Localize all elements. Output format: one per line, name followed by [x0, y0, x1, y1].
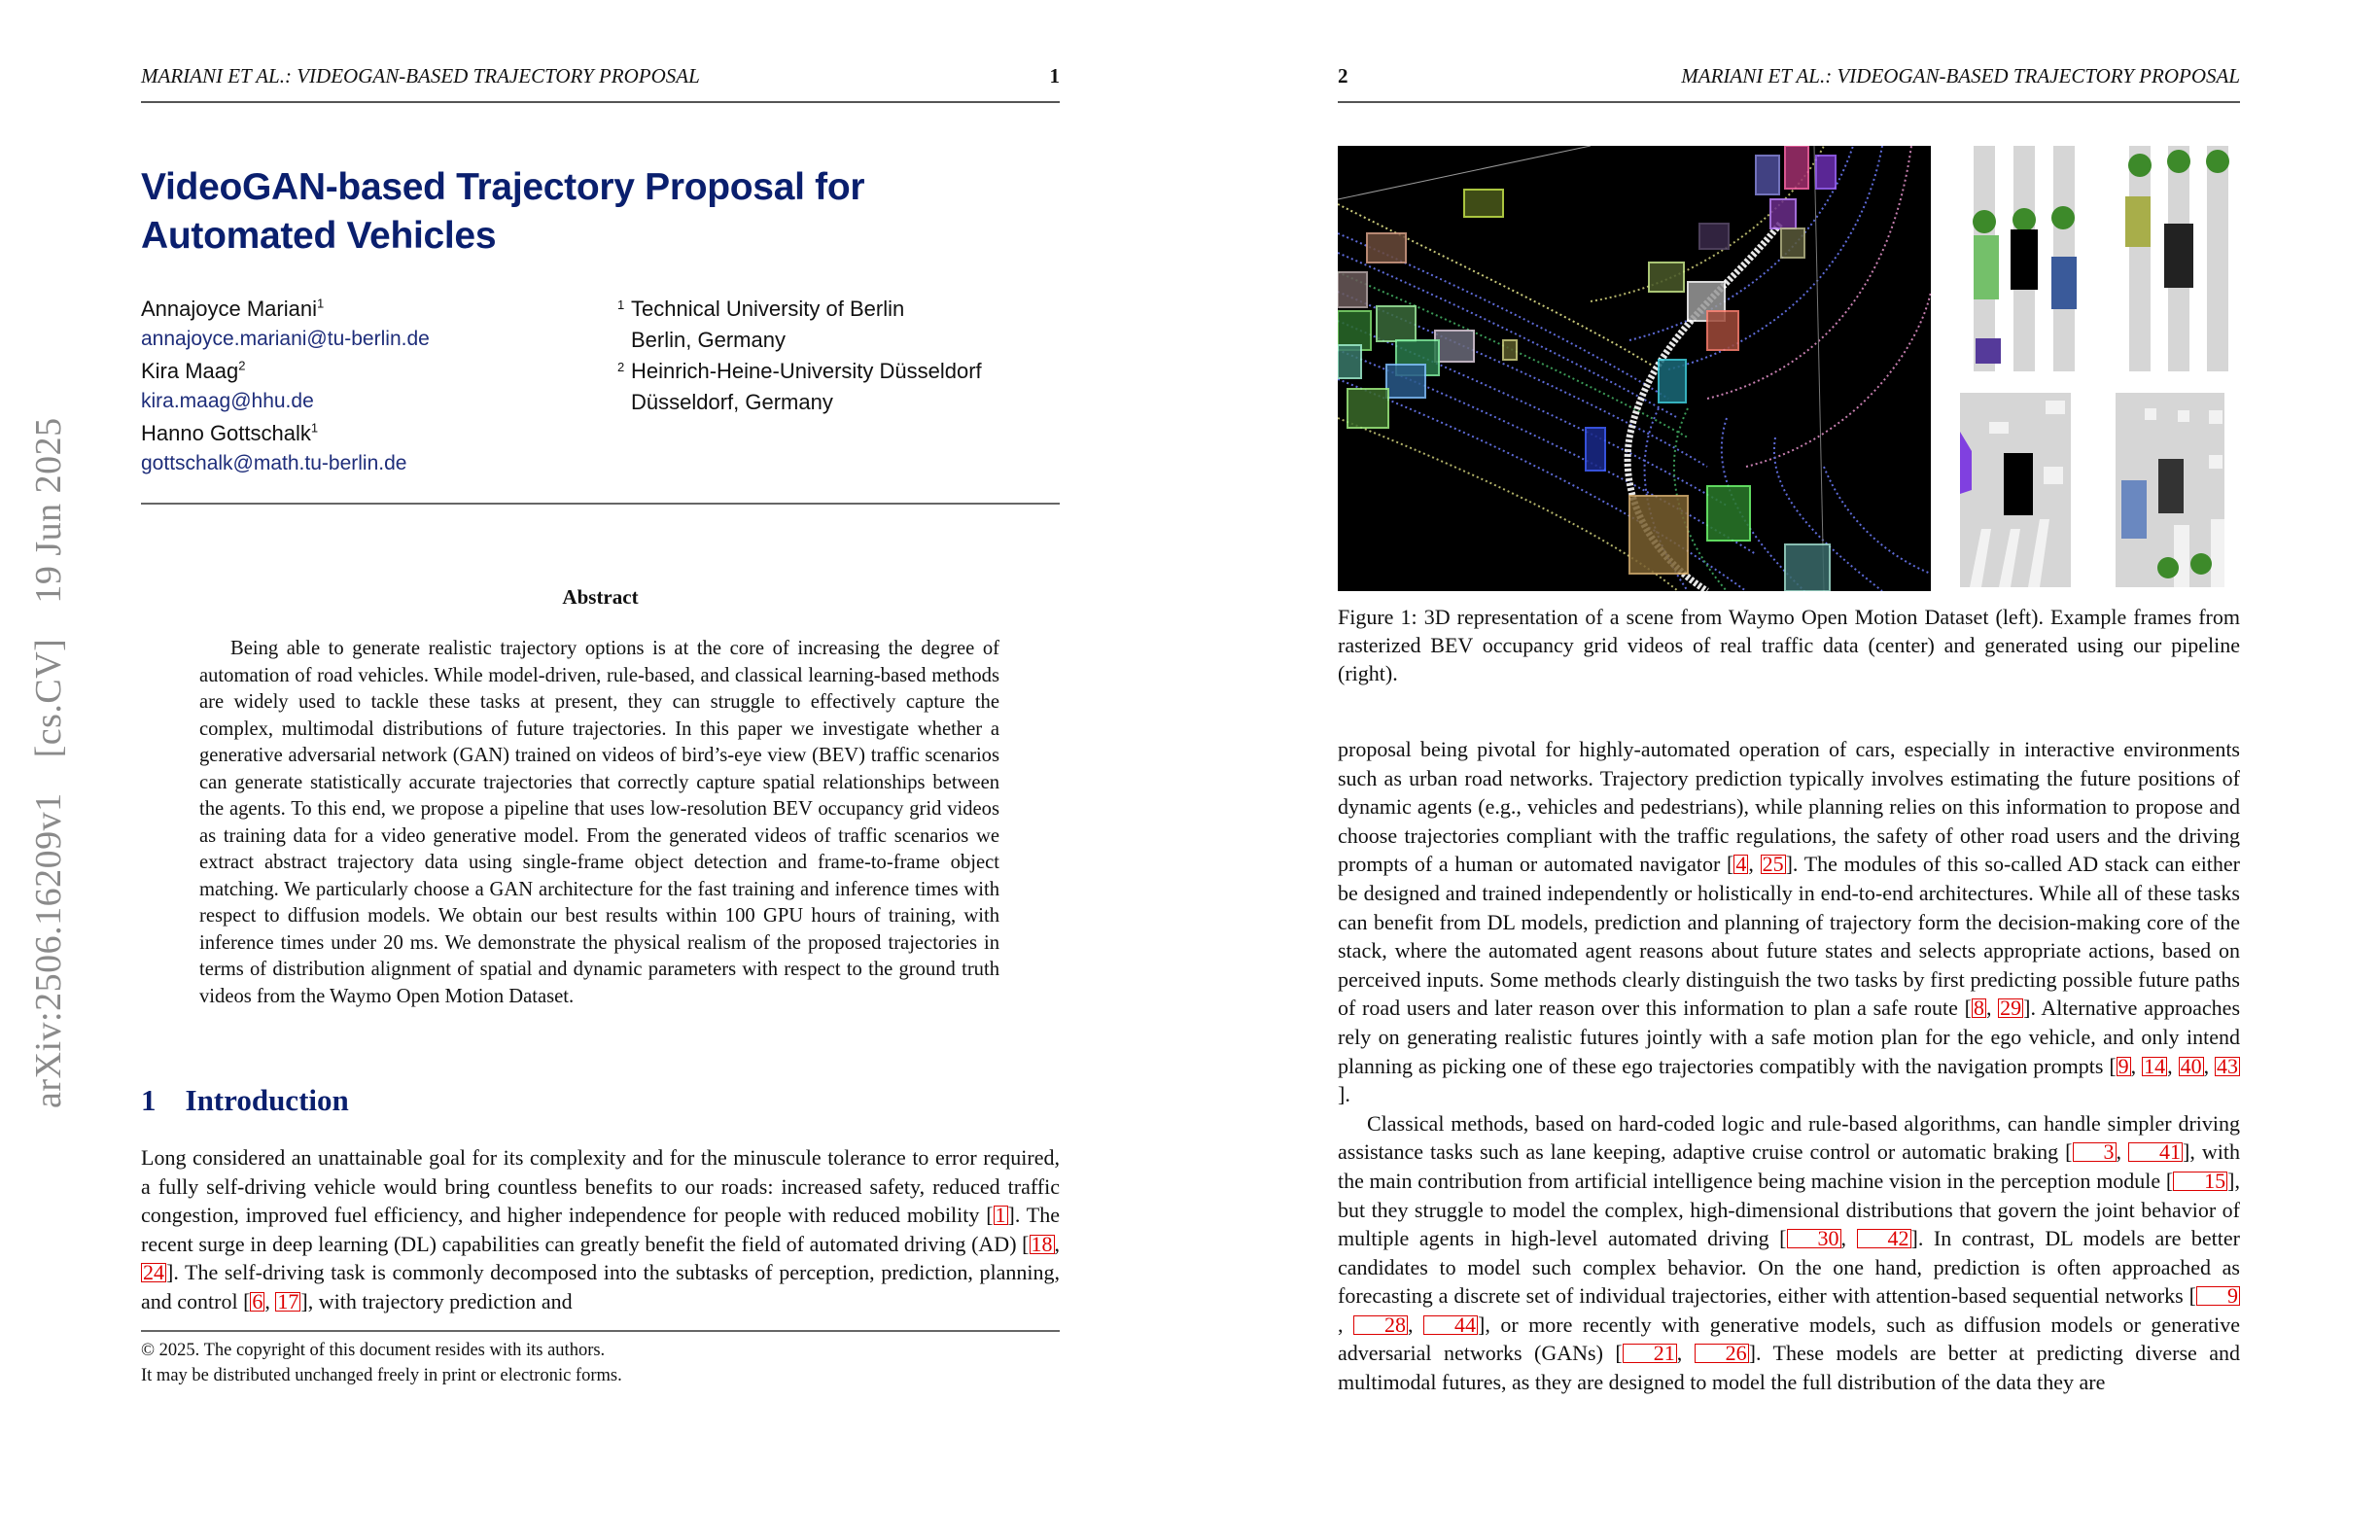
- divider: [141, 503, 1060, 505]
- citation-link[interactable]: 8: [1973, 996, 1984, 1021]
- author-email-link[interactable]: annajoyce.mariani@tu-berlin.de: [141, 328, 430, 350]
- author-name: Annajoyce Mariani$^1$: [141, 296, 325, 321]
- citation-link[interactable]: 15: [2173, 1172, 2227, 1191]
- page-number: 2: [1338, 64, 1348, 88]
- running-head-title: MARIANI ET AL.: VIDEOGAN-BASED TRAJECTORY PROPOSAL: [141, 64, 700, 88]
- figure-3d-scene-image: [1338, 146, 1931, 591]
- citation-link[interactable]: 43: [2217, 1053, 2239, 1078]
- citation-link[interactable]: 30: [1787, 1229, 1841, 1248]
- author-email-link[interactable]: gottschalk@math.tu-berlin.de: [141, 452, 407, 474]
- paragraph: Classical methods, based on hard-coded logic and rule-based algorithms, can handle simpler driving assistance tasks such as lane keeping, adaptive cruise control or automatic braking [ 3, 41], with the main contribution from artificial intelligence being machine vision in the perception module [ 15], but they struggle to model the complex, high-dimensional distributions that govern the joint behavior of multiple agents in high-level automated driving [ 30, 42]. In contrast, DL models are better candidates to model such complex behavior. On the one hand, prediction is often approached as forecasting a discrete set of individual trajectories, either with attention-based sequential networks [ 9, 28, 44], or more recently with generative models, such as diffusion models or generative adversarial networks (GANs) [ 21, 26]. These models are better at predicting diverse and multimodal futures, as they are designed to model the full distribution of the data they are: [1338, 1110, 2241, 1395]
- figure-bev-real-frame-2: [2116, 146, 2240, 371]
- citation-link[interactable]: 44: [1423, 1315, 1478, 1335]
- title-line-1: VideoGAN-based Trajectory Proposal for: [141, 166, 865, 208]
- figure-1-caption: Figure 1: 3D representation of a scene from Waymo Open Motion Dataset (left). Example frames from rasterized BEV occupancy grid videos of real traffic data (center) and generated using our pipeline (right).: [1338, 605, 2240, 685]
- citation-link[interactable]: 25: [1762, 852, 1784, 877]
- figure-1: [1338, 146, 2240, 593]
- citation-link[interactable]: 26: [1695, 1344, 1749, 1363]
- figure-bev-generated-frame-1: [1960, 393, 2071, 587]
- paper-title: [141, 163, 1016, 261]
- author-email-link[interactable]: kira.maag@hhu.de: [141, 390, 314, 412]
- citation-link[interactable]: 4: [1735, 852, 1747, 877]
- figure-bev-real-frame-1: [1960, 146, 2086, 371]
- citation-link[interactable]: 41: [2128, 1142, 2183, 1162]
- intro-paragraph: Long considered an unattainable goal for its complexity and for the minuscule tolerance to error required, a fully self-driving vehicle would bring countless benefits to our roads: increased safety, reduced traffic congestion, improved fuel efficiency, and higher independence for people with reduced mobility [1]. The recent surge in deep learning (DL) capabilities can greatly benefit the field of automated driving (AD) [18, 24]. The self-driving task is commonly decomposed into the subtasks of perception, prediction, planning, and control [6, 17], with trajectory prediction and: [141, 1145, 1060, 1313]
- arxiv-id[interactable]: arXiv:2506.16209v1: [28, 792, 69, 1108]
- author-list: [141, 294, 608, 480]
- running-head: [1338, 64, 2240, 103]
- abstract-heading: Abstract: [562, 585, 639, 609]
- footnote-divider: [141, 1330, 1060, 1332]
- citation-link[interactable]: 17: [277, 1288, 299, 1313]
- arxiv-date: 19 Jun 2025: [28, 417, 69, 604]
- citation-link[interactable]: 9: [2118, 1053, 2129, 1078]
- citation-link[interactable]: 18: [1031, 1231, 1053, 1256]
- running-head: [141, 64, 1060, 103]
- copyright-notice: © 2025. The copyright of this document resides with its authors. It may be distributed unchanged freely in print or electronic forms.: [141, 1341, 622, 1385]
- page-number: 1: [1049, 64, 1060, 88]
- citation-link[interactable]: 14: [2144, 1053, 2166, 1078]
- title-line-2: Automated Vehicles: [141, 215, 497, 257]
- arxiv-category: [cs.CV]: [28, 638, 69, 758]
- page-2-body: [1338, 735, 2240, 1397]
- arxiv-stamp: [27, 392, 70, 1108]
- section-heading-introduction: 1 Introduction: [141, 1083, 349, 1117]
- citation-link[interactable]: 3: [2073, 1142, 2117, 1162]
- citation-link[interactable]: 42: [1857, 1229, 1911, 1248]
- figure-bev-generated-frame-2: [2116, 393, 2224, 587]
- citation-link[interactable]: 40: [2180, 1053, 2202, 1078]
- running-head-title: MARIANI ET AL.: VIDEOGAN-BASED TRAJECTORY PROPOSAL: [1681, 64, 2240, 88]
- citation-link[interactable]: 24: [143, 1260, 164, 1285]
- paragraph: proposal being pivotal for highly-automated operation of cars, especially in interactive environments such as urban road networks. Trajectory prediction typically involves estimating the future positions of dynamic agents (e.g., vehicles and pedestrians), while planning relies on this information to propose and choose trajectories compliant with the traffic regulations, the safety of other road users and the driving prompts of a human or automated navigator [4, 25]. The modules of this so-called AD stack can either be designed and trained independently or holistically in end-to-end architectures. While all of these tasks can benefit from DL models, prediction and planning of trajectory form the decision-making core of the stack, where the automated agent reasons about future states and selects appropriate actions, based on perceived inputs. Some methods clearly distinguish the two tasks by first predicting possible future paths of road users and later reason over this information to plan a safe route [8, 29]. Alternative approaches rely on generating realistic futures jointly with a safe motion plan for the ego vehicle, and only intend planning as picking one of these ego trajectories compatibly with the navigation prompts [9, 14, 40, 43].: [1338, 737, 2241, 1107]
- affiliation: 2 Heinrich-Heine-University Düsseldorf Düsseldorf, Germany: [617, 359, 982, 414]
- citation-link[interactable]: 28: [1353, 1315, 1408, 1335]
- citation-link[interactable]: 29: [2000, 996, 2022, 1021]
- citation-link[interactable]: 1: [995, 1203, 1006, 1228]
- author-name: Hanno Gottschalk$^1$: [141, 420, 319, 445]
- affiliation-list: [617, 294, 1045, 418]
- citation-link[interactable]: 21: [1623, 1344, 1677, 1363]
- affiliation: 1 Technical University of Berlin Berlin, Germany: [617, 297, 905, 352]
- citation-link[interactable]: 6: [252, 1288, 263, 1313]
- citation-link[interactable]: 9: [2196, 1286, 2240, 1306]
- author-name: Kira Maag$^2$: [141, 358, 246, 383]
- abstract-text: Being able to generate realistic trajectory options is at the core of increasing the degree of automation of road vehicles. While model-driven, rule-based, and classical learning-based methods are widely used to tackle these tasks at present, they can struggle to effectively capture the complex, multimodal distributions of future trajectories. In this paper we investigate whether a generative adversarial network (GAN) trained on videos of bird’s-eye view (BEV) traffic scenarios can generate statistically accurate trajectories that correctly capture spatial relationships between the agents. To this end, we propose a pipeline that uses low-resolution BEV occupancy grid videos as training data for a video generative model. From the generated videos of traffic scenarios we extract abstract trajectory data using single-frame object detection and frame-to-frame object matching. We particularly choose a GAN architecture for the fast training and inference times with respect to diffusion models. We obtain our best results within 100 GPU hours of training, with inference times under 20 ms. We demonstrate the physical realism of the proposed trajectories in terms of distribution alignment of spatial and dynamic parameters with respect to the ground truth videos from the Waymo Open Motion Dataset.: [199, 638, 999, 1007]
